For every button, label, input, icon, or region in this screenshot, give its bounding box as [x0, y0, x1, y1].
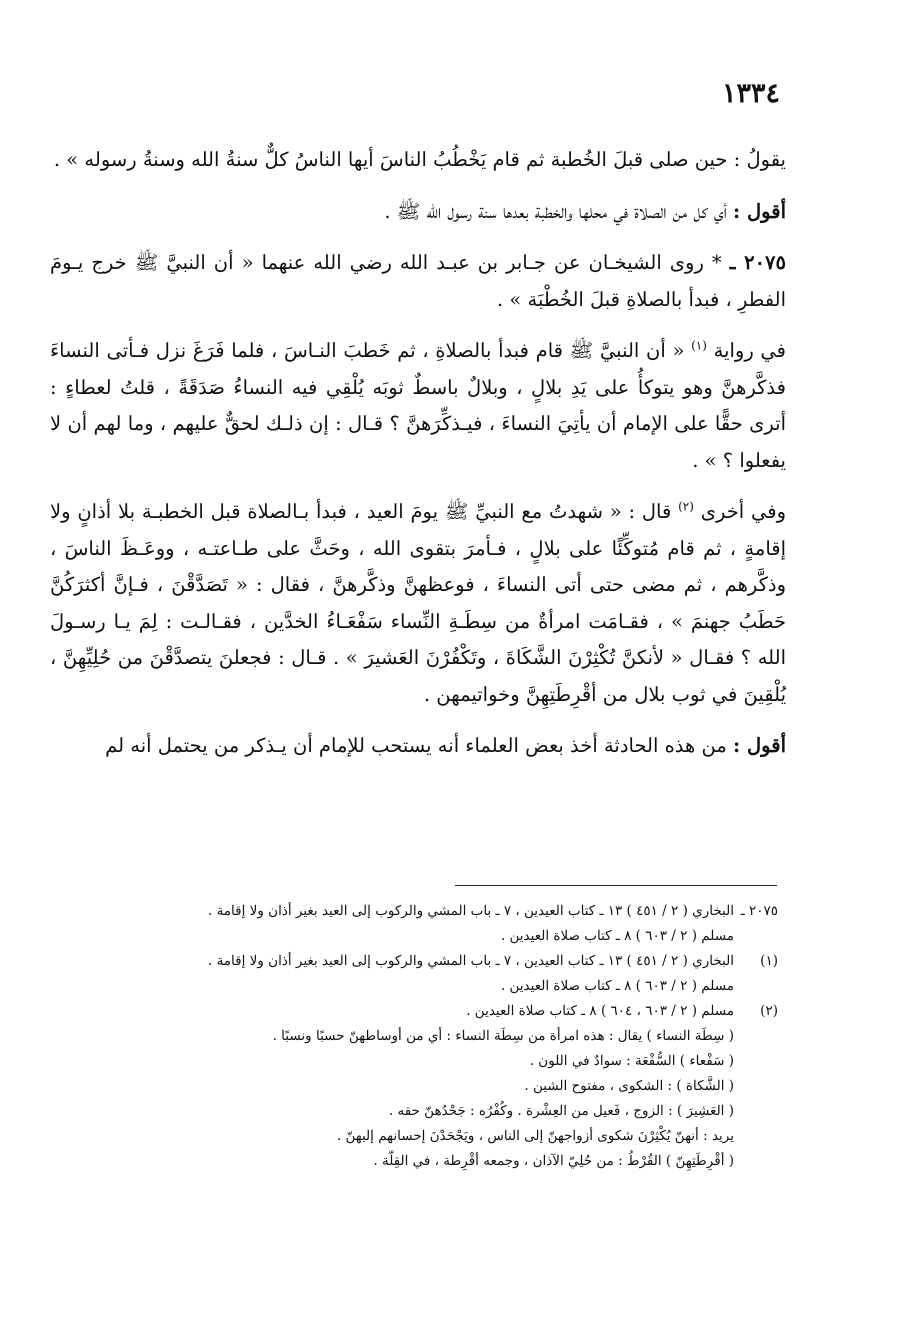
- footnote-mark: (١): [760, 953, 778, 969]
- footnote-text: ( سِطَة النساء ) يقال : هذه امرأة من سِطَة النساء : أي من أوساطهنّ حسبًا ونسبًا .: [272, 1028, 734, 1044]
- footnote-text: ( العَشِيرَ ) : الزوج ، فَعيل من العِشْرة . وكُفْرُه : جَحْدُهنّ حقه .: [388, 1103, 734, 1119]
- footnote-text: مسلم ( ٢ / ٦٠٣ ) ٨ ـ كتاب صلاة العيدين .: [500, 928, 734, 944]
- riwaya-2-text: قال : « شهدتُ مع النبيِّ ﷺ يومَ العيد ، فبدأ بـالصلاة قبل الخطبـة بلا أذانٍ ولا إقامةٍ ، ثم قام مُتوكِّئًا على بلالٍ ، فـأمرَ بتقوى الله ، وحَثَّ على طـاعتـه ، ووعَـظَ الناسَ ، وذكَّرهم ، ثم مضى حتى أتى النساءَ ، فوعظهنَّ وذكَّرهنَّ ، فقال : « تَصَدَّقْنَ ، فـإنَّ أكثرَكُنَّ حَطَبُ جهنمَ » ، فقـامَت امرأةٌ من سِطَـةِ النِّساء سَفْعَـاءُ الخدَّين ، فقـالـت : لِمَ يـا رسـولَ الله ؟ فقـال « لأنكنَّ تُكْثِرْنَ الشَّكَاةَ ، وتَكْفُرْنَ العَشيرَ » . قـال : فجعلنَ يتصدَّقْنَ من حُلِيِّهِنَّ ، يُلْقِينَ في ثوب بلال من أقْرِطَتِهِنَّ وخواتيمهن .: [50, 500, 787, 706]
- paragraph-1: يقولُ : حين صلى قبلَ الخُطبة ثم قام يَخْطُبُ الناسَ أيها الناسُ كلٌّ سنةُ الله وسنةُ رسوله » .: [53, 148, 786, 171]
- footnote-text: مسلم ( ٢ / ٦٠٣ ، ٦٠٤ ) ٨ ـ كتاب صلاة العيدين .: [466, 1003, 734, 1019]
- paragraph-2-text: أي كل من الصلاة في محلها والخطبة بعدها سنة رسول الله ﷺ .: [384, 199, 734, 223]
- riwaya-1-intro: في رواية: [706, 339, 787, 362]
- riwaya-1: [50, 333, 786, 479]
- hadith-2075-text: * روى الشيخـان عن جـابر بن عبـد الله رضي الله عنهما « أن النبيَّ ﷺ خرج يـومَ الفطرِ ، فبدأ بالصلاةِ قبلَ الخُطْبَة » .: [50, 251, 786, 311]
- hadith-number: ٢٠٧٥ ـ: [729, 251, 786, 274]
- footnote-line: [60, 924, 778, 949]
- paragraph-2: [50, 194, 786, 231]
- aqool-label: أقول :: [733, 199, 786, 223]
- paragraph-6: [50, 728, 786, 765]
- footnote-text: يريد : أنهنّ يُكْثِرْنَ شكوى أزواجهنّ إلى الناس ، ويَجْحَدْنَ إحسانهم إليهنّ .: [336, 1128, 734, 1144]
- footnote-divider: [455, 885, 777, 886]
- footnote-line: [60, 899, 778, 924]
- riwaya-2-intro: وفي أخرى: [693, 500, 786, 523]
- hadith-2075: [50, 245, 786, 318]
- footnote-line: [60, 974, 778, 999]
- footnote-text: ( الشَّكاة ) : الشكوى ، مفتوح الشين .: [524, 1078, 734, 1094]
- riwaya-2: [50, 494, 786, 713]
- aqool-label-2: أقول :: [733, 734, 786, 757]
- footnote-text: البخاري ( ٢ / ٤٥١ ) ١٣ ـ كتاب العيدين ، ٧ ـ باب المشي والركوب إلى العيد بغير أذان ولا إقامة .: [207, 953, 734, 969]
- footnote-line: [60, 1024, 778, 1049]
- footnote-line: [60, 1049, 778, 1074]
- footnote-text: ( سَفْعاء ) السُّفْعَة : سوادٌ في اللون .: [529, 1053, 734, 1069]
- paragraph-6-text: من هذه الحادثة أخذ بعض العلماء أنه يستحب للإمام أن يـذكر من يحتمل أنه لم: [105, 734, 734, 757]
- page-number: ١٣٣٤: [721, 78, 780, 109]
- footnote-line: [60, 1149, 778, 1174]
- footnote-line: [60, 1099, 778, 1124]
- riwaya-1-text: « أن النبيَّ ﷺ قام فبدأ بالصلاةِ ، ثم خَطبَ النـاسَ ، فلما فَرَغَ نزل فـأتى النساءَ فذكَّرهنَّ وهو يتوكأُ على يَدِ بلالٍ ، وبلالٌ باسطٌ ثوبَه يُلْقِي فيه النساءُ صَدَقَةً ، قلتُ لعطاءٍ : أترى حقًّا على الإمام أن يأتِيَ النساءَ ، فيـذكِّرَهنَّ ؟ قـال : إن ذلـك لحقٌّ عليهم ، وما لهم أن لا يفعلوا ؟ » .: [50, 339, 786, 472]
- footnotes: [60, 899, 778, 1174]
- footnote-text: مسلم ( ٢ / ٦٠٣ ) ٨ ـ كتاب صلاة العيدين .: [500, 978, 734, 994]
- footnote-line: [60, 949, 778, 974]
- footnote-ref-2: (٢): [678, 499, 694, 514]
- main-text: [50, 142, 786, 780]
- footnote-mark: (٢): [760, 1003, 778, 1019]
- footnote-text: البخاري ( ٢ / ٤٥١ ) ١٣ ـ كتاب العيدين ، ٧ ـ باب المشي والركوب إلى العيد بغير أذان ولا إقامة .: [207, 903, 734, 919]
- footnote-line: [60, 1074, 778, 1099]
- footnote-ref-1: (١): [691, 338, 707, 353]
- footnote-mark: ٢٠٧٥ ـ: [740, 903, 778, 919]
- footnote-line: [60, 999, 778, 1024]
- footnote-line: [60, 1124, 778, 1149]
- footnote-text: ( أقْرِطَتِهِنّ ) القُرْطُ : من حُلِيّ الآذان ، وجمعه أقْرِطة ، في القِلّة .: [373, 1153, 734, 1169]
